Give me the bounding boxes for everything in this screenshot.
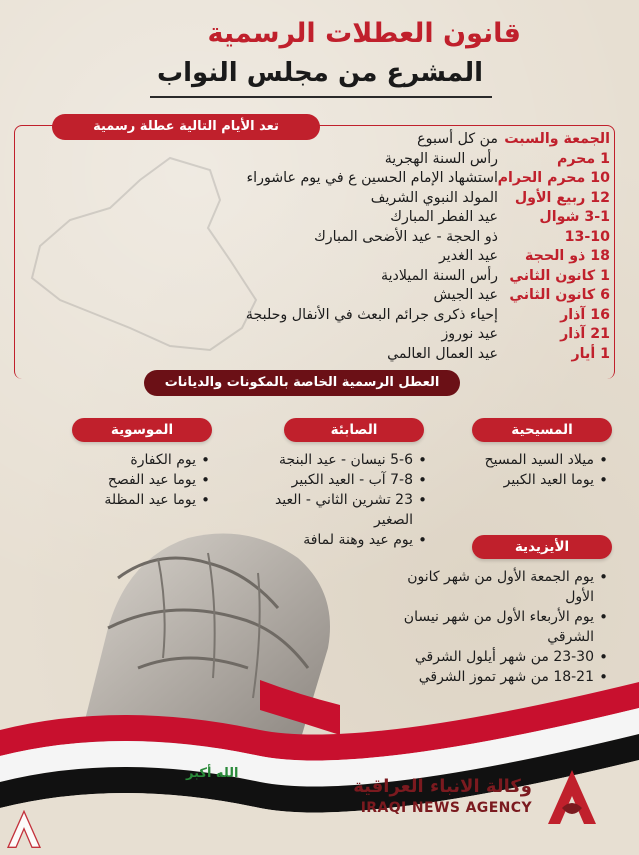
title-divider [150,96,492,98]
holiday-date: 1 محرم [556,150,610,167]
holiday-name: عيد الفطر المبارك [390,209,498,225]
jewish-heading: الموسوية [72,418,212,442]
list-item: • 18-21 من شهر تموز الشرقي [392,667,608,687]
list-item [190,189,610,209]
list-item [190,150,610,170]
list-item [190,247,610,267]
holiday-date: الجمعة والسبت [504,131,610,147]
holiday-name: المولد النبوي الشريف [370,189,498,206]
list-item: • 23 تشرين الثاني - العيد الصغير [263,490,427,530]
iraq-flag-icon [0,660,639,855]
official-days-list [190,130,610,364]
list-item: • يوم الأربعاء الأول من شهر نيسان الشرقي [392,607,608,647]
holiday-date: 18 ذو الحجة [525,248,610,264]
christian-heading: المسيحية [472,418,612,442]
official-days-heading: تعد الأيام التالية عطلة رسمية [52,114,320,140]
list-item: • يوما عيد المظلة [78,490,210,510]
list-item: • يوما العيد الكبير [456,470,608,490]
ina-watermark-icon [6,810,42,850]
list-item [190,286,610,306]
page-subtitle: المشرع من مجلس النواب [157,58,483,88]
special-holidays-heading: العطل الرسمية الخاصة بالمكونات والديانات [144,370,460,396]
list-item [190,325,610,345]
holiday-name: عيد الغدير [438,248,498,264]
yazidi-heading: الأيزيدية [472,535,612,559]
jewish-holidays-list [78,450,210,510]
holiday-name: رأس السنة الميلادية [380,267,498,284]
holiday-name: إحياء ذكرى جرائم البعث في الأنفال وحلبجة [245,306,498,323]
list-item: • ميلاد السيد المسيح [456,450,608,470]
holiday-name: عيد الجيش [433,287,498,303]
list-item: • يوم الجمعة الأول من شهر كانون الأول [392,567,608,607]
holiday-date: 13-10 [564,228,610,245]
list-item: • 7-8 آب - العيد الكبير [263,470,427,490]
holiday-name: عيد نوروز [441,326,498,342]
list-item: • 5-6 نيسان - عيد البنجة [263,450,427,470]
holiday-date: 16 آذار [560,306,610,323]
holiday-name: ذو الحجة - عيد الأضحى المبارك [314,228,498,245]
ina-logo-icon [546,768,598,828]
holiday-date: 1 أيار [571,345,610,362]
holiday-name: عيد العمال العالمي [387,345,498,362]
list-item [190,267,610,287]
list-item [190,306,610,326]
holiday-date: 1 كانون الثاني [509,267,610,284]
holiday-date: 21 آذار [560,326,610,342]
list-item: • يوم عيد وهنة لمافة [263,530,427,550]
agency-name-arabic: وكالة الانباء العراقية [353,776,532,797]
holiday-name: من كل أسبوع [417,131,498,147]
agency-name-english: IRAQI NEWS AGENCY [360,800,532,816]
holiday-name: استشهاد الإمام الحسين ع في يوم عاشوراء [246,170,498,186]
list-item [190,130,610,150]
christian-holidays-list [456,450,608,490]
list-item [190,208,610,228]
holiday-name: رأس السنة الهجرية [384,150,498,167]
holiday-date: 6 كانون الثاني [509,287,610,303]
flag-inscription: الله أكبر [186,766,239,781]
list-item [190,228,610,248]
list-item: • يوم الكفارة [78,450,210,470]
holiday-date: 12 ربيع الأول [514,189,610,206]
list-item [190,345,610,365]
page-title: قانون العطلات الرسمية [207,18,521,49]
holiday-date: 10 محرم الحرام [497,170,610,186]
holiday-date: 3-1 شوال [539,209,610,225]
list-item: • 23-30 من شهر أيلول الشرقي [392,647,608,667]
sabean-heading: الصابئة [284,418,424,442]
list-item [190,169,610,189]
list-item: • يوما عيد الفصح [78,470,210,490]
